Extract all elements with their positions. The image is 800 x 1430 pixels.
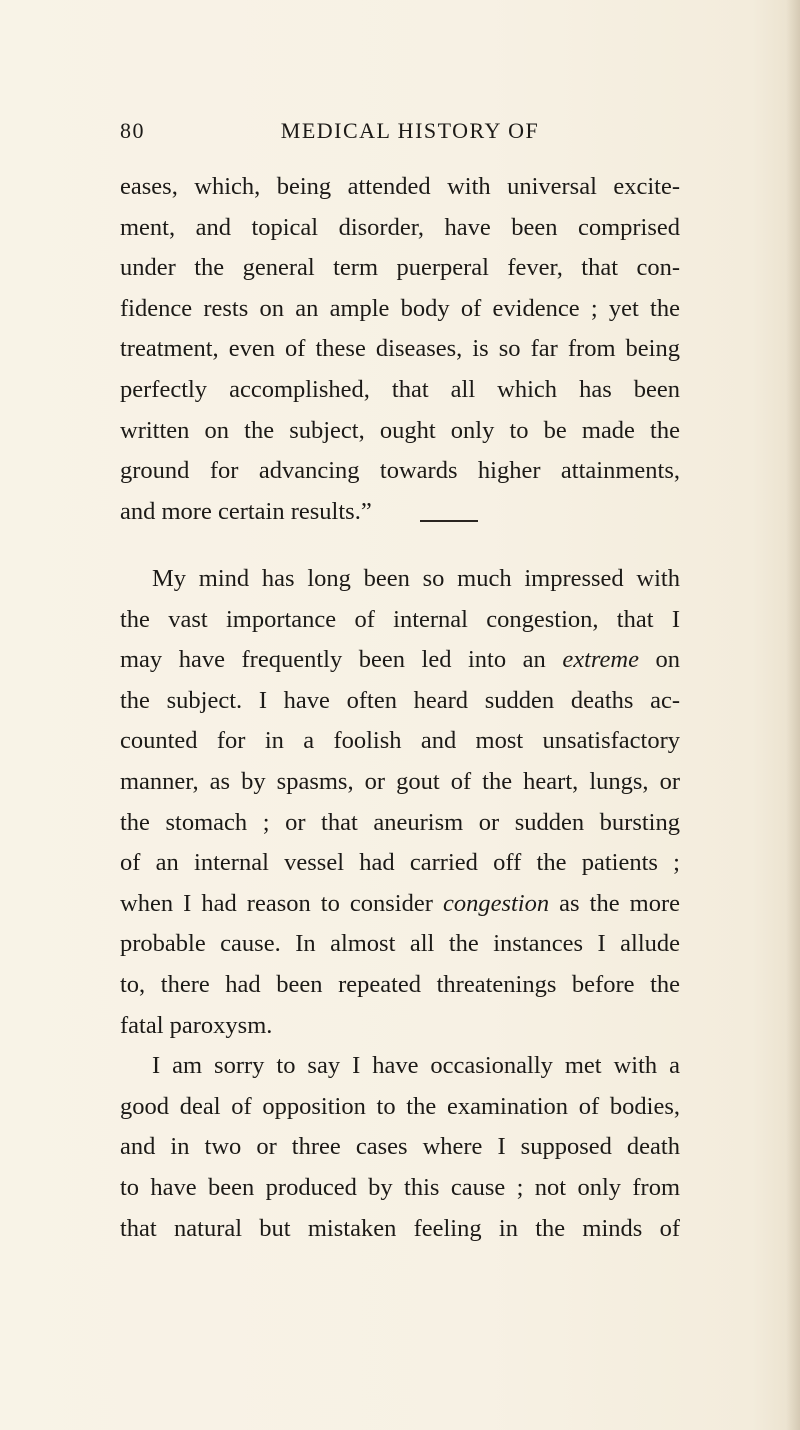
paragraph-continued <box>120 167 680 532</box>
text-line: good deal of opposition to the examination of bodies, <box>120 1092 680 1120</box>
text-line: perfectly accomplished, that all which has been <box>120 375 680 403</box>
body-text <box>120 559 680 1249</box>
text-line: the vast importance of internal congestion, that I <box>120 605 680 633</box>
text-line: counted for in a foolish and most unsatisfactory <box>120 727 680 755</box>
text-line: under the general term puerperal fever, that con- <box>120 254 680 282</box>
running-title: MEDICAL HISTORY OF <box>280 118 540 143</box>
text-segment: as the more <box>549 889 680 917</box>
text-line: manner, as by spasms, or gout of the heart, lungs, or <box>120 767 680 795</box>
text-line: of an internal vessel had carried off the patients ; <box>120 849 680 877</box>
text-line: written on the subject, ought only to be made the <box>120 416 680 444</box>
text-line: probable cause. In almost all the instances I allude <box>120 930 680 958</box>
text-line: that natural but mistaken feeling in the minds of <box>120 1214 680 1242</box>
text-line: eases, which, being attended with universal excite- <box>120 173 680 200</box>
text-line <box>120 884 680 925</box>
text-line: ground for advancing towards higher attainments, <box>120 457 680 485</box>
italic-emphasis: extreme <box>562 646 639 674</box>
text-line: fidence rests on an ample body of evidence ; yet the <box>120 294 680 322</box>
text-segment: on <box>638 646 680 674</box>
text-line: My mind has long been so much impressed with <box>152 565 680 592</box>
text-line: the stomach ; or that aneurism or sudden bursting <box>120 808 680 836</box>
page-edge-shadow <box>786 0 800 1430</box>
section-divider-rule <box>420 520 478 522</box>
text-segment: when I had reason to consider <box>120 889 443 917</box>
text-line <box>120 640 680 681</box>
text-line: fatal paroxysm. <box>120 1011 273 1039</box>
text-line: treatment, even of these diseases, is so far from being <box>120 335 680 363</box>
text-line: I am sorry to say I have occasionally met with a <box>152 1052 680 1080</box>
italic-emphasis: congestion <box>442 889 550 917</box>
running-head <box>120 118 680 148</box>
text-line: to, there had been repeated threatenings before the <box>120 970 680 998</box>
text-line: to have been produced by this cause ; not only from <box>120 1173 680 1201</box>
text-line: the subject. I have often heard sudden deaths ac- <box>120 686 680 714</box>
text-line: ment, and topical disorder, have been comprised <box>120 213 680 241</box>
text-line: and in two or three cases where I supposed death <box>120 1133 680 1161</box>
page-number: 80 <box>120 118 145 143</box>
text-segment: may have frequently been led into an <box>120 646 563 674</box>
text-line: and more certain results.” <box>120 497 372 525</box>
